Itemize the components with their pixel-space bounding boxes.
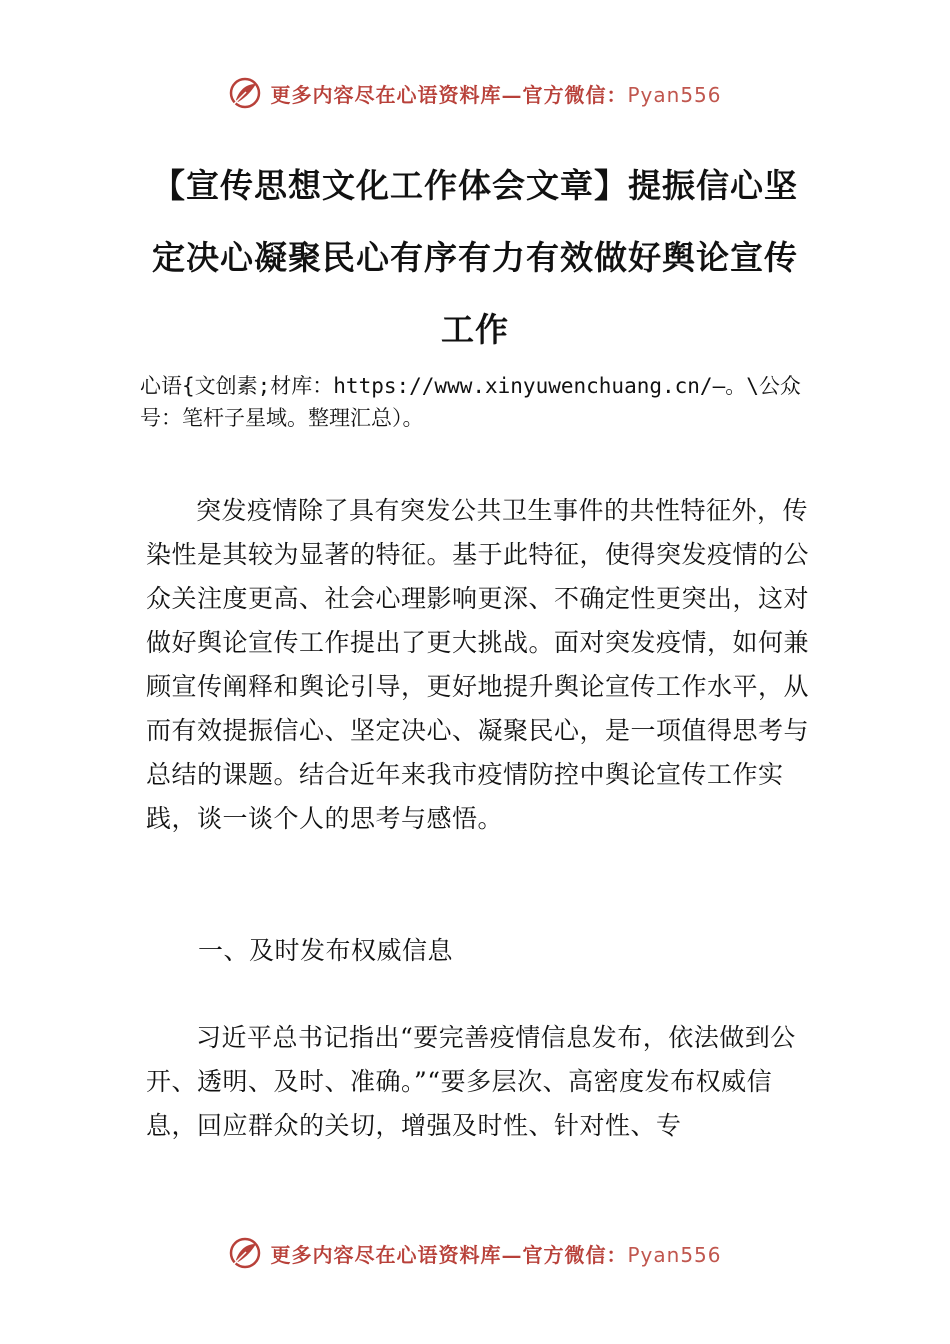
document-title: 【宣传思想文化工作体会文章】提振信心坚定决心凝聚民心有序有力有效做好舆论宣传工作 bbox=[152, 166, 798, 349]
wechat-id: Pyan556 bbox=[627, 1242, 722, 1267]
banner-text: 更多内容尽在心语资料库—官方微信：Pyan556 bbox=[270, 82, 722, 107]
header-banner bbox=[0, 73, 950, 113]
leaf-circle-logo-icon bbox=[228, 1236, 262, 1270]
section-heading: 一、及时发布权威信息 bbox=[198, 936, 454, 965]
footer-banner bbox=[0, 1233, 950, 1273]
wechat-id: Pyan556 bbox=[627, 82, 722, 107]
body-paragraph-1: 突发疫情除了具有突发公共卫生事件的共性特征外，传染性是其较为显著的特征。基于此特征，使得突发疫情的公众关注度更高、社会心理影响更深、不确定性更突出，这对做好舆论宣传工作提出了更大挑战。面对突发疫情，如何兼顾宣传阐释和舆论引导，更好地提升舆论宣传工作水平，从而有效提振信心、坚定决心、凝聚民心，是一项值得思考与总结的课题。结合近年来我市疫情防控中舆论宣传工作实践，谈一谈个人的思考与感悟。 bbox=[146, 496, 810, 833]
source-line: 心语{文创素;材库：https://www.xinyuwenchuang.cn/—。\公众号：笔杆子星域。整理汇总）。 bbox=[140, 374, 801, 430]
body-paragraph-2: 习近平总书记指出“要完善疫情信息发布，依法做到公开、透明、及时、准确。”“要多层次、高密度发布权威信息，回应群众的关切，增强及时性、针对性、专 bbox=[146, 1023, 796, 1140]
leaf-circle-logo-icon bbox=[228, 76, 262, 110]
banner-text: 更多内容尽在心语资料库—官方微信：Pyan556 bbox=[270, 1242, 722, 1267]
